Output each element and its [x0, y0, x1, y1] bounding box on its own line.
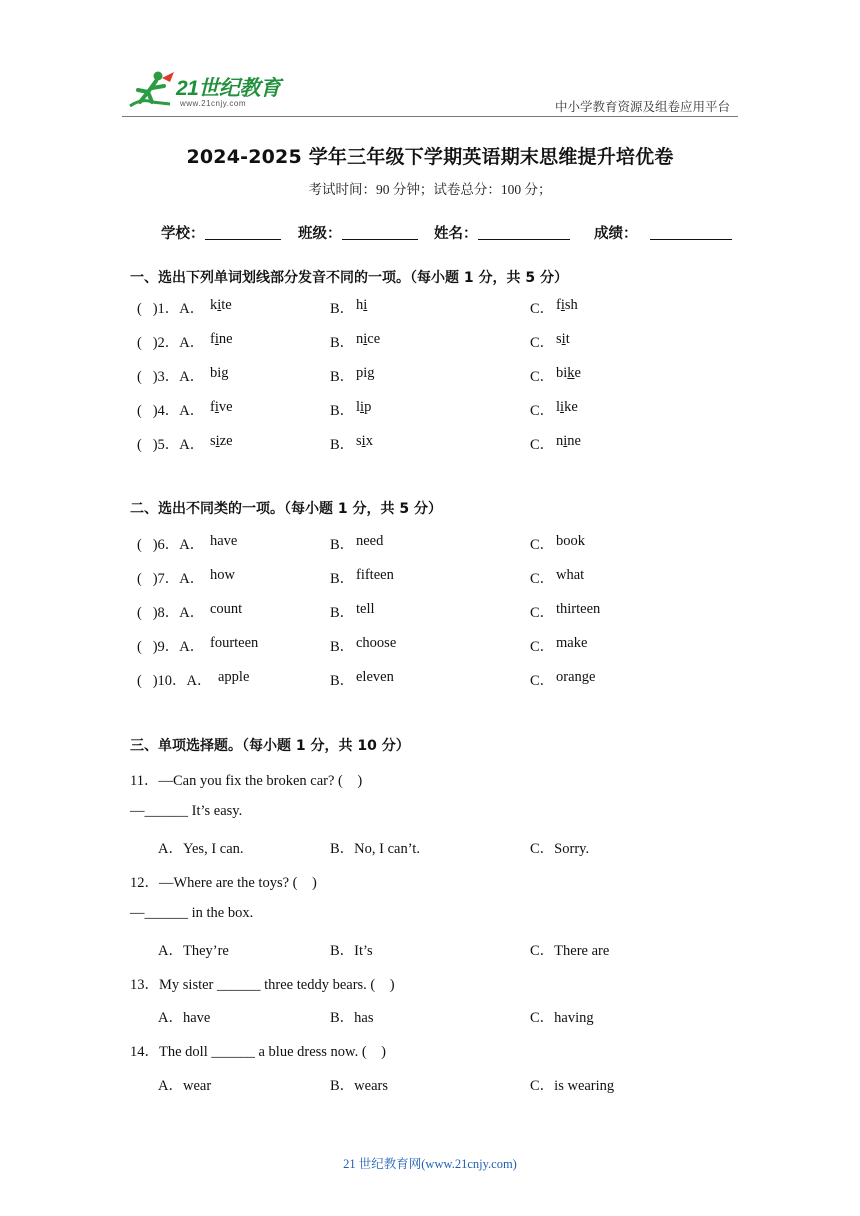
option-b-word[interactable]: eleven	[356, 669, 394, 685]
option-b-word[interactable]	[356, 399, 371, 416]
underlined-letters: k	[567, 365, 575, 381]
option-a-word[interactable]	[210, 433, 233, 450]
option-a[interactable]: A．wear	[158, 1078, 212, 1094]
item-number: ( )4．A．	[137, 403, 205, 419]
option-a[interactable]: A．have	[158, 1010, 211, 1026]
option-c-label: C．	[530, 437, 555, 453]
item-number: ( )7．A．	[137, 571, 205, 587]
option-c-label: C．	[530, 403, 555, 419]
option-c-word[interactable]	[556, 297, 578, 314]
option-c-label: C．	[530, 571, 555, 587]
item-row	[0, 669, 860, 689]
site-logo	[122, 68, 292, 116]
section-3-heading: 三、单项选择题。（每小题 1 分，共 10 分）	[130, 738, 410, 754]
score-blank[interactable]	[650, 225, 732, 240]
item-number: ( )9．A．	[137, 639, 205, 655]
option-b-label: B．	[330, 369, 355, 385]
item-row	[0, 567, 860, 587]
exam-info: 考试时间：90 分钟；试卷总分：100 分；	[308, 182, 552, 197]
word-part: l	[556, 399, 561, 415]
question-14-options	[0, 1074, 860, 1094]
word-part: x	[365, 433, 373, 449]
option-a-word[interactable]: fourteen	[210, 635, 259, 651]
word-part: ne	[567, 433, 581, 449]
header-divider	[122, 116, 738, 117]
word-part: bi	[556, 365, 568, 381]
underlined-letters: i	[214, 399, 219, 415]
option-a-word[interactable]: have	[210, 533, 238, 549]
word-part: h	[356, 297, 364, 313]
question-11-reply: —______ It’s easy.	[130, 803, 243, 819]
underlined-letters: i	[560, 297, 565, 313]
word-part: bi	[210, 365, 222, 381]
word-part: l	[356, 399, 361, 415]
option-c[interactable]: C．There are	[530, 943, 610, 959]
section-2-heading: 二、选出不同类的一项。（每小题 1 分，共 5 分）	[130, 501, 442, 517]
option-c-word[interactable]: book	[556, 533, 585, 549]
underlined-letters: i	[363, 331, 368, 347]
option-c[interactable]: C．having	[530, 1010, 594, 1026]
word-part: n	[356, 331, 364, 347]
score-field	[594, 222, 732, 243]
option-a-word[interactable]	[210, 331, 233, 348]
option-b[interactable]: B．No, I can’t.	[330, 841, 420, 857]
word-part: s	[356, 433, 362, 449]
option-b-label: B．	[330, 571, 355, 587]
item-number: ( )6．A．	[137, 537, 205, 553]
question-14: 14．The doll ______ a blue dress now. ( )	[130, 1044, 386, 1060]
class-label: 班级：	[298, 226, 342, 242]
item-number: ( )1．A．	[137, 301, 205, 317]
word-part: ze	[219, 433, 233, 449]
word-part: ke	[564, 399, 578, 415]
option-b-word[interactable]: tell	[356, 601, 375, 617]
option-a-word[interactable]	[210, 297, 232, 314]
option-b-label: B．	[330, 437, 355, 453]
option-c-word[interactable]: what	[556, 567, 585, 583]
option-c-word[interactable]	[556, 433, 581, 450]
option-c-label: C．	[530, 673, 555, 689]
option-c-word[interactable]	[556, 399, 578, 416]
school-field	[161, 222, 281, 243]
word-part: k	[210, 297, 218, 313]
question-13-options	[0, 1006, 860, 1026]
option-c-label: C．	[530, 639, 555, 655]
name-blank[interactable]	[478, 225, 570, 240]
underlined-letters: i	[360, 399, 365, 415]
underlined-letters: i	[215, 433, 220, 449]
word-part: e	[574, 365, 581, 381]
option-c-word[interactable]: thirteen	[556, 601, 601, 617]
option-b-label: B．	[330, 335, 355, 351]
word-part: s	[556, 331, 562, 347]
word-part: te	[221, 297, 232, 313]
item-row	[0, 399, 860, 419]
question-11-options	[0, 837, 860, 857]
underlined-letters: g	[221, 365, 229, 381]
item-row	[0, 365, 860, 385]
option-c-word[interactable]: make	[556, 635, 588, 651]
underlined-letters: i	[561, 331, 566, 347]
item-row	[0, 601, 860, 621]
item-number: ( )2．A．	[137, 335, 205, 351]
option-b-word[interactable]: need	[356, 533, 384, 549]
word-part: p	[364, 399, 372, 415]
score-label: 成绩：	[594, 226, 638, 242]
item-row	[0, 331, 860, 351]
option-c-word[interactable]: orange	[556, 669, 596, 685]
item-row	[0, 533, 860, 553]
underlined-letters: i	[217, 297, 222, 313]
option-b-word[interactable]: choose	[356, 635, 397, 651]
option-b[interactable]: B．wears	[330, 1078, 388, 1094]
option-c[interactable]: C．is wearing	[530, 1078, 615, 1094]
option-c-label: C．	[530, 605, 555, 621]
option-b-word[interactable]	[356, 297, 367, 314]
option-b-label: B．	[330, 605, 355, 621]
option-a-word[interactable]: count	[210, 601, 243, 617]
question-11: 11．—Can you fix the broken car? ( )	[130, 773, 363, 789]
option-c-label: C．	[530, 369, 555, 385]
question-13: 13．My sister ______ three teddy bears. ( )	[130, 977, 395, 993]
option-c-label: C．	[530, 335, 555, 351]
word-part: pi	[356, 365, 368, 381]
class-field	[298, 222, 418, 243]
option-a-word[interactable]	[210, 365, 229, 382]
section-1-heading: 一、选出下列单词划线部分发音不同的一项。（每小题 1 分，共 5 分）	[130, 270, 568, 286]
word-part: f	[556, 297, 561, 313]
option-a-word[interactable]: how	[210, 567, 235, 583]
option-b-word[interactable]	[356, 365, 375, 382]
name-field	[434, 222, 570, 243]
page-title: 2024-2025 学年三年级下学期英语期末思维提升培优卷	[186, 146, 674, 168]
logo-url: www.21cnjy.com	[180, 99, 246, 108]
option-a[interactable]: A．Yes, I can.	[158, 841, 244, 857]
option-a-word[interactable]	[210, 399, 233, 416]
platform-label: 中小学教育资源及组卷应用平台	[554, 100, 730, 114]
footer-link[interactable]: 21 世纪教育网(www.21cnjy.com)	[343, 1157, 517, 1171]
logo-text: 21世纪教育	[176, 77, 281, 100]
item-number: ( )10．A．	[137, 673, 212, 689]
option-b-label: B．	[330, 639, 355, 655]
item-number: ( )8．A．	[137, 605, 205, 621]
word-part: ce	[367, 331, 381, 347]
option-a[interactable]: A．They’re	[158, 943, 229, 959]
word-part: sh	[564, 297, 578, 313]
option-b-word[interactable]: fifteen	[356, 567, 394, 583]
school-label: 学校：	[161, 226, 205, 242]
item-number: ( )5．A．	[137, 437, 205, 453]
word-part: n	[556, 433, 564, 449]
class-blank[interactable]	[342, 225, 418, 240]
underlined-letters: i	[361, 433, 366, 449]
option-b[interactable]: B．has	[330, 1010, 374, 1026]
question-12-reply: —______ in the box.	[130, 905, 254, 921]
word-part: ne	[218, 331, 233, 347]
option-c-label: C．	[530, 537, 555, 553]
item-number: ( )3．A．	[137, 369, 205, 385]
underlined-letters: g	[367, 365, 375, 381]
option-b-label: B．	[330, 673, 355, 689]
name-label: 姓名：	[434, 226, 478, 242]
school-blank[interactable]	[205, 225, 281, 240]
word-part: t	[565, 331, 570, 347]
question-12: 12．—Where are the toys? ( )	[130, 875, 317, 891]
option-b-word[interactable]	[356, 331, 380, 348]
word-part: ve	[218, 399, 233, 415]
item-row	[0, 433, 860, 453]
item-row	[0, 297, 860, 317]
question-12-options	[0, 939, 860, 959]
word-part: s	[210, 433, 216, 449]
word-part: f	[210, 399, 215, 415]
option-b[interactable]: B．It’s	[330, 943, 373, 959]
option-b-label: B．	[330, 301, 355, 317]
underlined-letters: i	[363, 297, 368, 313]
runner-icon	[122, 68, 178, 114]
option-c[interactable]: C．Sorry.	[530, 841, 590, 857]
option-c-word[interactable]	[556, 365, 581, 382]
option-c-label: C．	[530, 301, 555, 317]
word-part: f	[210, 331, 215, 347]
option-a-word[interactable]: apple	[218, 669, 250, 685]
underlined-letters: i	[563, 433, 568, 449]
option-b-label: B．	[330, 403, 355, 419]
item-row	[0, 635, 860, 655]
option-b-label: B．	[330, 537, 355, 553]
underlined-letters: i	[560, 399, 565, 415]
option-c-word[interactable]	[556, 331, 570, 348]
option-b-word[interactable]	[356, 433, 373, 450]
underlined-letters: i	[214, 331, 219, 347]
